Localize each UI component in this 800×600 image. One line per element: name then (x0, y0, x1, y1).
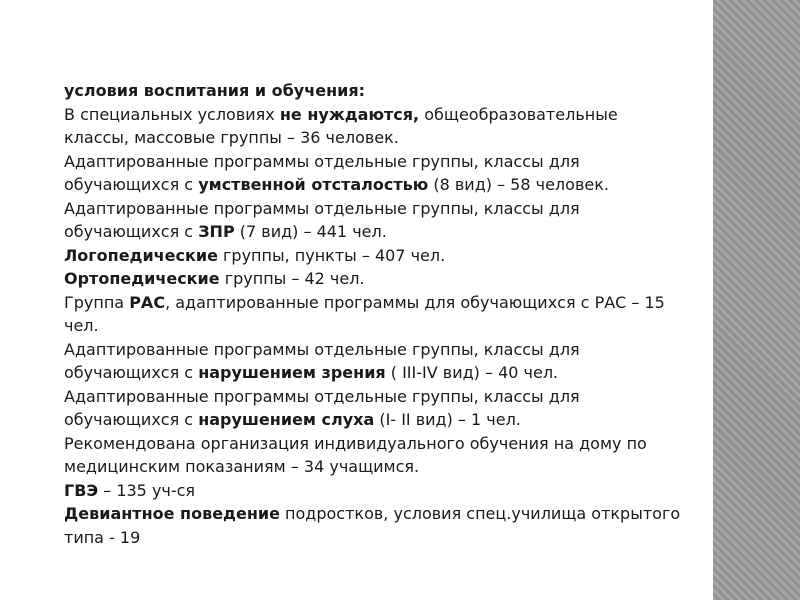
text-line: Адаптированные программы отдельные группы, классы для (64, 386, 580, 406)
text-run-bold: ЗПР (198, 222, 235, 241)
text-line (64, 267, 719, 291)
text-line (64, 220, 719, 244)
slide-body-text (64, 79, 719, 549)
text-line (64, 173, 719, 197)
text-line: Адаптированные программы отдельные группы, классы для (64, 339, 580, 359)
text-line (64, 291, 719, 315)
text-line: Адаптированные программы отдельные группы, классы для (64, 151, 580, 171)
text-run: группы, пункты – 407 чел. (217, 245, 446, 265)
text-line (64, 479, 719, 503)
text-line (64, 361, 719, 385)
text-line: медицинским показаниям – 34 учащимся. (64, 457, 420, 476)
text-line: классы, массовые группы – 36 человек. (64, 128, 399, 147)
text-run: , адаптированные программы для обучающихся с РАС – 15 (165, 292, 665, 312)
text-run: – 135 уч-ся (98, 480, 196, 500)
text-run-bold: Девиантное поведение (64, 504, 280, 523)
text-line (64, 502, 719, 526)
text-run: (8 вид) – 58 человек. (428, 175, 609, 194)
text-line (64, 408, 719, 432)
text-run: Группа (64, 292, 130, 312)
text-run: (I- II вид) – 1 чел. (374, 410, 521, 429)
text-run: обучающихся с (64, 222, 199, 241)
text-run: ( III-IV вид) – 40 чел. (385, 363, 559, 382)
text-run-bold: не нуждаются, (279, 104, 420, 124)
text-line (64, 244, 719, 268)
text-run-bold: нарушением слуха (198, 410, 375, 429)
text-run-bold: РАС (129, 292, 166, 312)
text-run: (7 вид) – 441 чел. (234, 222, 387, 241)
text-run-bold: ГВЭ (64, 480, 99, 500)
text-run-bold: умственной отсталостью (198, 175, 429, 194)
text-line: чел. (64, 316, 99, 335)
text-run: В специальных условиях (64, 104, 280, 124)
text-run: обучающихся с (64, 363, 199, 382)
slide-heading: условия воспитания и обучения: (64, 81, 365, 100)
text-run: группы – 42 чел. (219, 269, 365, 288)
text-run: подростков, условия спец.училища открытого (279, 504, 681, 523)
text-line: Рекомендована организация индивидуального обучения на дому по (64, 433, 647, 453)
text-line (64, 103, 719, 127)
text-run: обучающихся с (64, 410, 199, 429)
text-line: Адаптированные программы отдельные группы, классы для (64, 198, 580, 218)
text-line: типа - 19 (64, 527, 141, 547)
text-run-bold: Ортопедические (64, 269, 220, 288)
text-run-bold: нарушением зрения (198, 363, 386, 382)
text-run: обучающихся с (64, 175, 199, 194)
text-run: общеобразовательные (419, 104, 618, 124)
text-run-bold: Логопедические (64, 245, 218, 265)
decorative-stripe-band (713, 0, 800, 600)
